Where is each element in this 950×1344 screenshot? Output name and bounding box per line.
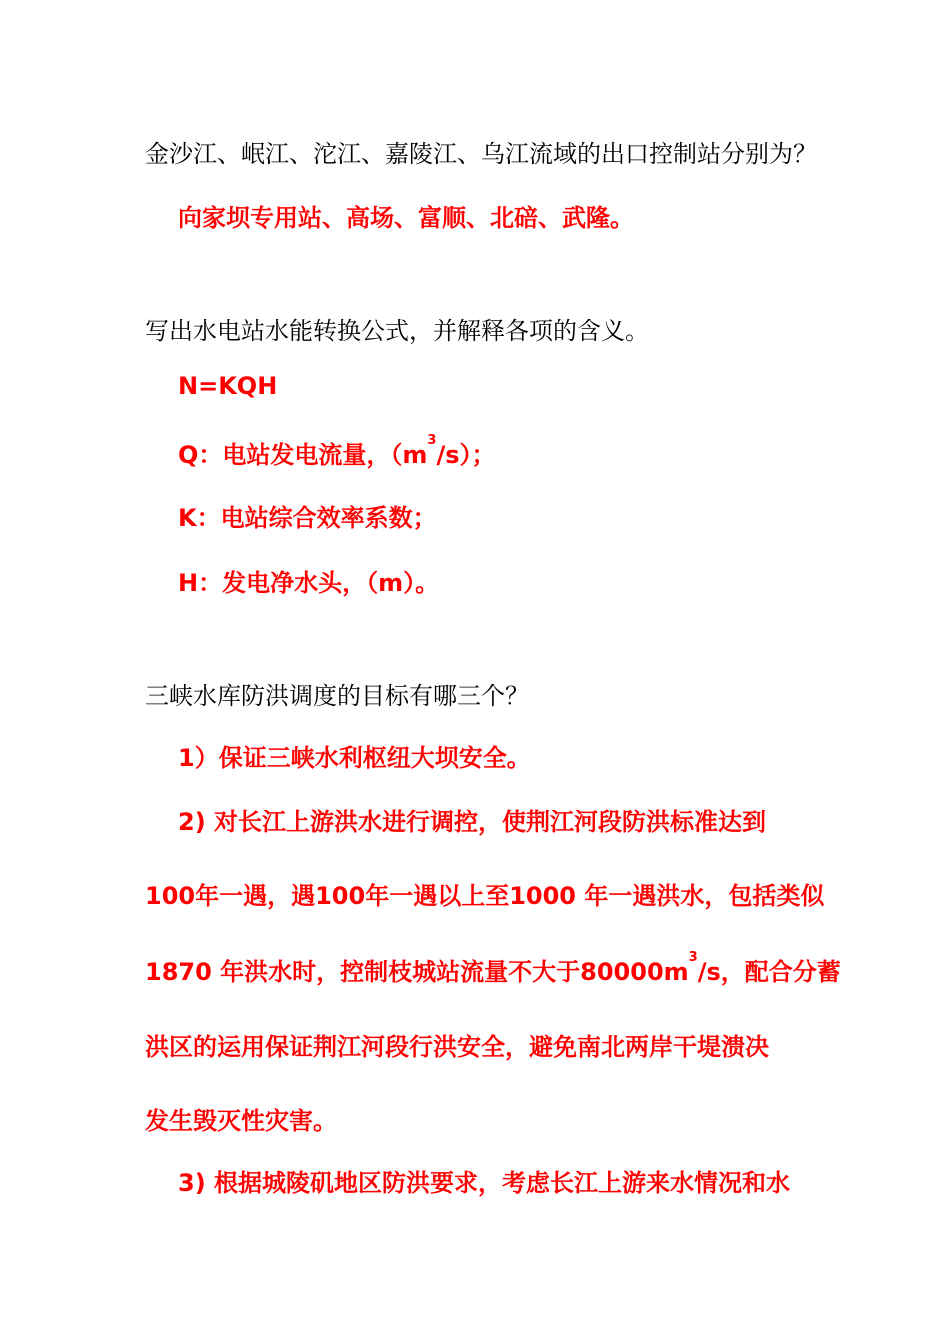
answer-3-item-2-line-2: 100年一遇，遇100年一遇以上至1000 年一遇洪水，包括类似	[145, 882, 825, 910]
answer-3-item-3-line-1: 3) 根据城陵矶地区防洪要求，考虑长江上游来水情况和水	[178, 1169, 791, 1197]
question-1: 金沙江、岷江、沱江、嘉陵江、乌江流域的出口控制站分别为？	[145, 140, 817, 168]
q-definition-unit: /s）；	[436, 441, 496, 469]
formula: N=KQH	[178, 372, 278, 400]
line-3-text: 1870 年洪水时，控制枝城站流量不大于80000m	[145, 958, 689, 986]
formula-q-definition	[178, 435, 496, 470]
question-2: 写出水电站水能转换公式，并解释各项的含义。	[145, 317, 649, 345]
formula-k-definition: K：电站综合效率系数；	[178, 504, 437, 532]
answer-3-item-2-line-3	[145, 952, 841, 987]
line-3-tail: /s，配合分蓄	[697, 958, 841, 986]
superscript: 3	[427, 433, 437, 448]
formula-h-definition: H：发电净水头，（m）。	[178, 569, 440, 597]
answer-1: 向家坝专用站、高场、富顺、北碚、武隆。	[178, 204, 634, 232]
q-definition-text: Q：电站发电流量，（m	[178, 441, 428, 469]
answer-3-item-1: 1）保证三峡水利枢纽大坝安全。	[178, 744, 531, 772]
question-3: 三峡水库防洪调度的目标有哪三个？	[145, 682, 529, 710]
answer-3-item-2-line-5: 发生毁灭性灾害。	[145, 1107, 337, 1135]
answer-3-item-2-line-4: 洪区的运用保证荆江河段行洪安全，避免南北两岸干堤溃决	[145, 1033, 769, 1061]
answer-3-item-2-line-1: 2) 对长江上游洪水进行调控，使荆江河段防洪标准达到	[178, 808, 767, 836]
superscript: 3	[688, 950, 698, 965]
